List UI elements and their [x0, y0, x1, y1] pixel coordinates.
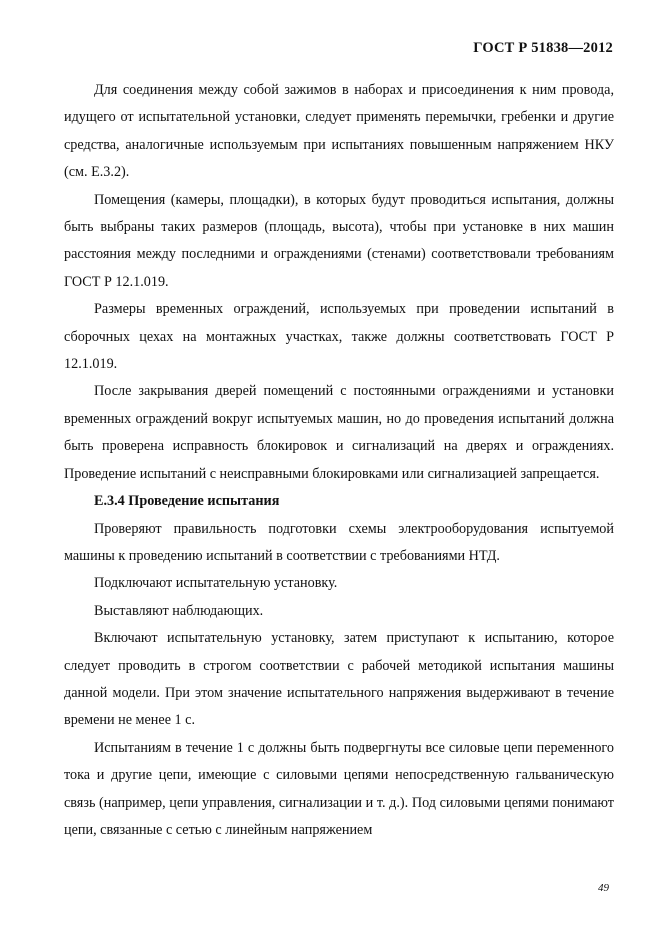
paragraph-observers: Выставляют наблюдающих. [94, 602, 264, 619]
paragraph-door-interlocks: После закрывания дверей помещений с постоянными ограждениями и установки временных ограждений вокруг испытуемых машин, но до проведения испытаний должна быть проверена исправность блокировок и сигнализаций на дверях и ограждениях. Проведение испытаний с неисправными блокировками или сигнализацией запрещается. [64, 383, 614, 482]
section-heading-e34: Е.3.4 Проведение испытания [94, 493, 280, 510]
paragraph-test-rooms: Помещения (камеры, площадки), в которых будут проводиться испытания, должны быть выбраны таких размеров (площадь, высота), чтобы при установке в них машин расстояния между последними и ограждениями (стенами) соответствовали требованиям ГОСТ Р 12.1.019. [64, 191, 614, 290]
page-number: 49 [598, 882, 609, 894]
paragraph-connect-setup: Подключают испытательную установку. [94, 575, 338, 592]
paragraph-temporary-fences: Размеры временных ограждений, используемых при проведении испытаний в сборочных цехах на монтажных участках, также должны соответствовать ГОСТ Р 12.1.019. [64, 301, 614, 373]
paragraph-power-circuits: Испытаниям в течение 1 с должны быть подвергнуты все силовые цепи переменного тока и другие цепи, имеющие с силовыми цепями непосредственную гальваническую связь (например, цепи управления, сигнализации и т. д.). Под силовыми цепями понимают цепи, связанные с сетью с линейным напряжением [64, 739, 614, 838]
paragraph-start-test: Включают испытательную установку, затем приступают к испытанию, которое следует проводить в строгом соответствии с рабочей методикой испытания машины данной модели. При этом значение испытательного напряжения выдерживают в течение времени не менее 1 с. [64, 630, 614, 729]
paragraph-connection-clamps: Для соединения между собой зажимов в наборах и присоединения к ним провода, идущего от испытательной установки, следует применять перемычки, гребенки и другие средства, аналогичные используемым при испытаниях повышенным напряжением НКУ (см. Е.3.2). [64, 82, 614, 181]
paragraph-check-circuit: Проверяют правильность подготовки схемы электрооборудования испытуемой машины к проведению испытаний в соответствии с требованиями НТД. [64, 520, 614, 564]
document-body [64, 77, 614, 844]
standard-header: ГОСТ Р 51838—2012 [473, 40, 613, 56]
